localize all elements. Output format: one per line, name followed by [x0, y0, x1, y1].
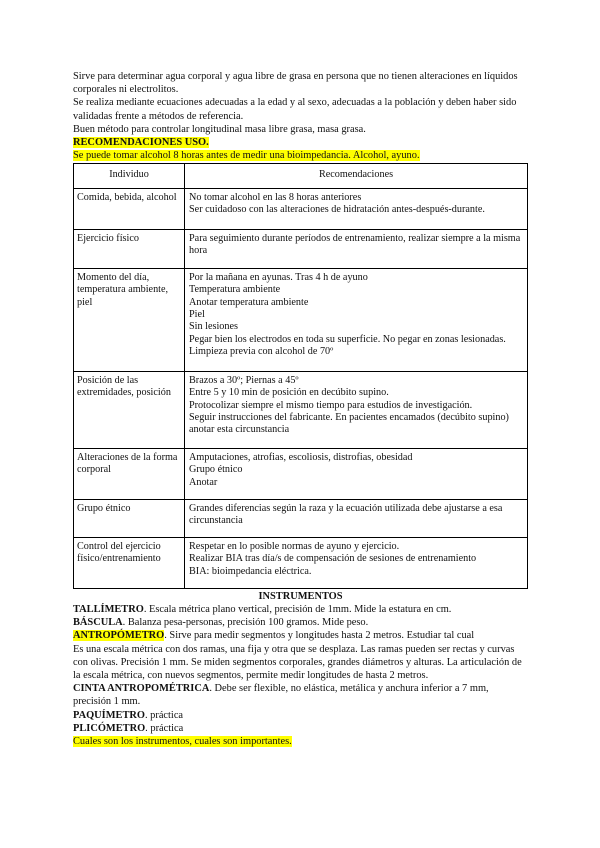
table-row [74, 229, 528, 268]
row-individuo: Alteraciones de la forma corporal [74, 448, 185, 499]
recomendaciones-heading: RECOMENDACIONES USO. [73, 137, 209, 149]
recommendations-table [73, 163, 528, 588]
bascula-text: . Balanza pesa-personas, precisión 100 gramos. Mide peso. [122, 617, 369, 629]
alcohol-note: Se puede tomar alcohol 8 horas antes de medir una bioimpedancia. Alcohol, ayuno. [73, 150, 420, 162]
row-recommendations [185, 188, 528, 229]
antropometro-description: Es una escala métrica con dos ramas, una fija y otra que se desplaza. Las ramas pueden ser rectas y curvas con olivas. Precisión 1 mm. Se miden segmentos corporales, grandes diámetros y alturas. La articulación de la escala métrica, con nuevos segmentos, permite medir longitudes de hasta 2 metros. [73, 643, 522, 682]
recommendation-line: Temperatura ambiente [189, 284, 281, 296]
antropometro-text: . Sirve para medir segmentos y longitudes hasta 2 metros. Estudiar tal cual [164, 630, 475, 642]
cinta-term: CINTA ANTROPOMÉTRICA [73, 683, 210, 695]
alcohol-note-line [73, 149, 528, 162]
header-recomendaciones: Recomendaciones [185, 164, 528, 188]
antropometro-line [73, 629, 528, 642]
recommendation-line: Anotar [189, 476, 218, 488]
table-row [74, 268, 528, 371]
header-individuo: Individuo [74, 164, 185, 188]
tallimetro-term: TALLÍMETRO [73, 604, 144, 616]
recommendation-line: Sin lesiones [189, 321, 238, 333]
recommendation-line: Respetar en lo posible normas de ayuno y ejercicio. [189, 540, 400, 552]
cinta-line [73, 682, 528, 708]
recommendation-line: Piel [189, 309, 205, 321]
row-recommendations [185, 448, 528, 499]
plicometro-term: PLICÓMETRO [73, 722, 146, 734]
recommendation-line: Anotar temperatura ambiente [189, 296, 309, 308]
recomendaciones-heading-line [73, 136, 528, 149]
closing-question-line [73, 735, 528, 748]
recommendation-line: Pegar bien los electrodos en toda su superficie. No pegar en zonas lesionadas. Limpieza previa con alcohol de 70º [189, 333, 506, 358]
recommendation-line: Por la mañana en ayunas. Tras 4 h de ayuno [189, 271, 368, 283]
table-row [74, 537, 528, 588]
recommendation-line: Grupo étnico [189, 464, 243, 476]
row-individuo: Posición de las extremidades, posición [74, 371, 185, 448]
row-recommendations [185, 229, 528, 268]
intro-paragraph-1: Sirve para determinar agua corporal y agua libre de grasa en persona que no tienen alteraciones en líquidos corporales ni electrolitos. [73, 71, 518, 96]
row-individuo: Control del ejercicio físico/entrenamiento [74, 537, 185, 588]
paquimetro-text: . práctica [144, 709, 184, 721]
recommendation-line: Amputaciones, atrofias, escoliosis, distrofias, obesidad [189, 451, 413, 463]
intro-paragraph-2: Se realiza mediante ecuaciones adecuadas a la edad y al sexo, adecuadas a la población y deben haber sido validadas frente a métodos de referencia. [73, 97, 517, 122]
recommendation-line: BIA: bioimpedancia eléctrica. [189, 565, 312, 577]
table-row [74, 448, 528, 499]
table-header-row [74, 164, 528, 188]
row-recommendations [185, 268, 528, 371]
recommendation-line: Ser cuidadoso con las alteraciones de hidratación antes-después-durante. [189, 204, 485, 216]
row-individuo: Momento del día, temperatura ambiente, piel [74, 268, 185, 371]
bascula-line [73, 616, 528, 629]
plicometro-text: . práctica [145, 722, 184, 734]
row-individuo: Grupo étnico [74, 499, 185, 537]
recommendation-line: Seguir instrucciones del fabricante. En pacientes encamados (decúbito supino) anotar esta circunstancia [189, 412, 509, 436]
closing-question: Cuales son los instrumentos, cuales son importantes. [73, 736, 292, 748]
recommendation-line: Para seguimiento durante períodos de entrenamiento, realizar siempre a la misma hora [189, 232, 521, 257]
table-row [74, 188, 528, 229]
bascula-term: BÁSCULA [73, 617, 123, 629]
recommendation-line: No tomar alcohol en las 8 horas anteriores [189, 191, 362, 203]
paquimetro-line [73, 709, 528, 722]
row-recommendations [185, 499, 528, 537]
instrumentos-title: INSTRUMENTOS [258, 590, 343, 602]
row-individuo: Ejercicio físico [74, 229, 185, 268]
row-recommendations [185, 371, 528, 448]
intro-paragraph-3: Buen método para controlar longitudinal masa libre grasa, masa grasa. [73, 123, 366, 135]
document-page [73, 70, 528, 748]
recommendation-line: Entre 5 y 10 min de posición en decúbito supino. [189, 387, 389, 399]
tallimetro-text: . Escala métrica plano vertical, precisión de 1mm. Mide la estatura en cm. [143, 604, 452, 616]
recommendation-line: Realizar BIA tras día/s de compensación de sesiones de entrenamiento [189, 553, 477, 565]
cinta-text: . Debe ser flexible, no elástica, metálica y anchura inferior a 7 mm, precisión 1 mm. [73, 683, 489, 708]
paquimetro-term: PAQUÍMETRO [73, 709, 145, 721]
recommendation-line: Brazos a 30º; Piernas a 45º [189, 374, 299, 386]
recommendation-line: Protocolizar siempre el mismo tiempo para estudios de investigación. [189, 399, 473, 411]
row-recommendations [185, 537, 528, 588]
table-row [74, 499, 528, 537]
plicometro-line [73, 722, 528, 735]
row-individuo: Comida, bebida, alcohol [74, 188, 185, 229]
recommendation-line: Grandes diferencias según la raza y la ecuación utilizada debe ajustarse a esa circunstancia [189, 502, 503, 527]
antropometro-term: ANTROPÓMETRO [73, 630, 165, 642]
table-row [74, 371, 528, 448]
tallimetro-line [73, 603, 528, 616]
